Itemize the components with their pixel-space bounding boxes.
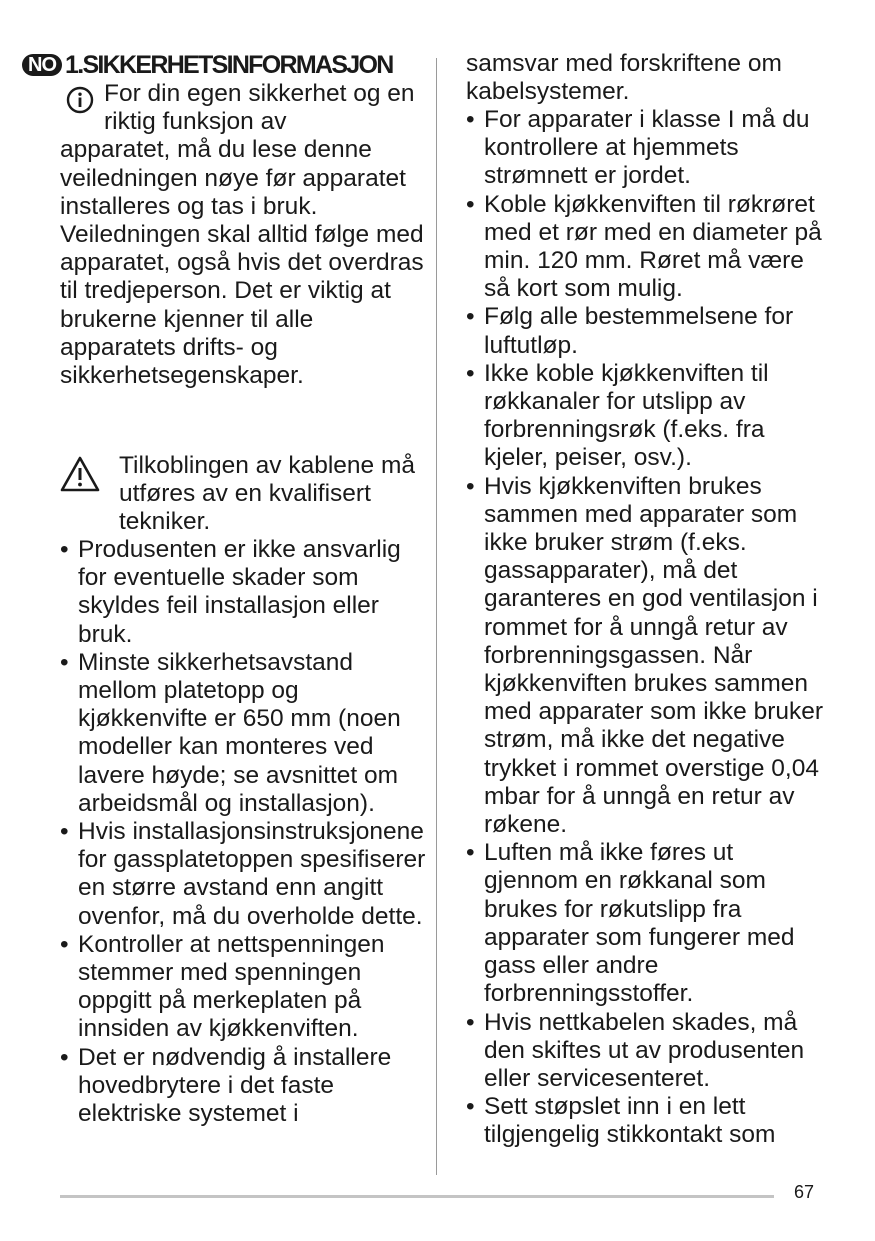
- warning-triangle-icon: [60, 456, 100, 499]
- section-header: [22, 50, 393, 80]
- bullet-dot: •: [466, 1093, 475, 1121]
- bullet-dot: •: [466, 472, 475, 500]
- language-badge: NO: [22, 54, 62, 76]
- list-item-text: Hvis installasjonsinstruksjonene for gassplatetoppen spesifiserer en større avstand enn angitt ovenfor, må du overholde dette.: [78, 818, 426, 930]
- list-item: [466, 839, 826, 1008]
- intro-first-lines: For din egen sikkerhet og en riktig funksjon av: [104, 80, 415, 136]
- list-item: [466, 303, 826, 359]
- list-item-text: Hvis nettkabelen skades, må den skiftes ut av produsenten eller servicesenteret.: [484, 1008, 805, 1092]
- bullet-dot: •: [466, 839, 475, 867]
- footer-rule: [60, 1195, 774, 1198]
- left-bullet-list: [60, 536, 430, 1128]
- list-item-text: Koble kjøkkenviften til røkrøret med et rør med en diameter på min. 120 mm. Røret må være så kort som mulig.: [484, 190, 822, 303]
- bullet-dot: •: [466, 303, 475, 331]
- list-item: [466, 1093, 826, 1149]
- bullet-dot: •: [60, 536, 69, 563]
- list-item-text: For apparater i klasse I må du kontrollere at hjemmets strømnett er jordet.: [484, 106, 810, 190]
- bullet-dot: •: [60, 1043, 69, 1071]
- intro-body: apparatet, må du lese denne veiledningen nøye før apparatet installeres og tas i bruk. Veiledningen skal alltid følge med apparatet, også hvis det overdras til tredjeperson. Det er viktig at brukerne kjenner til alle apparatets drifts- og sikkerhetsegenskaper.: [60, 136, 424, 390]
- info-circle-icon: [66, 86, 94, 121]
- list-item-text: Hvis kjøkkenviften brukes sammen med apparater som ikke bruker strøm (f.eks. gassapparater), må det garanteres en god ventilasjon i rommet for å unngå retur av forbrenningsgassen. Når kjøkkenviften brukes sammen med apparater som ikke bruker strøm, må ikke det negative trykket i rommet overstige 0,04 mbar for å unngå en retur av røkene.: [484, 472, 824, 839]
- warning-text: Tilkoblingen av kablene må utføres av en kvalifisert tekniker.: [119, 452, 415, 536]
- list-item: [466, 106, 826, 191]
- list-item: [466, 473, 826, 840]
- continued-text: samsvar med forskriftene om kabelsystemer.: [466, 50, 782, 106]
- list-item: [466, 191, 826, 304]
- list-item: [60, 931, 430, 1044]
- bullet-dot: •: [466, 359, 475, 387]
- bullet-dot: •: [60, 648, 69, 676]
- list-item-text: Kontroller at nettspenningen stemmer med spenningen oppgitt på merkeplaten på innsiden av kjøkkenviften.: [78, 930, 385, 1043]
- list-item-text: Det er nødvendig å installere hovedbrytere i det faste elektriske systemet i: [78, 1043, 392, 1128]
- list-item-text: Minste sikkerhetsavstand mellom platetopp og kjøkkenvifte er 650 mm (noen modeller kan monteres ved lavere høyde; se avsnittet om arbeidsmål og installasjon).: [78, 648, 401, 817]
- list-item: [466, 360, 826, 473]
- list-item-text: Følg alle bestemmelsene for luftutløp.: [484, 303, 794, 359]
- bullet-dot: •: [466, 106, 475, 133]
- list-item: [60, 818, 430, 931]
- page-number: 67: [794, 1182, 815, 1202]
- list-item: [60, 649, 430, 818]
- list-item-text: Luften må ikke føres ut gjennom en røkkanal som brukes for røkutslipp fra apparater som fungerer med gass eller andre forbrenningsstoffer.: [484, 839, 795, 1008]
- bullet-dot: •: [60, 930, 69, 958]
- list-item-text: Ikke koble kjøkkenviften til røkkanaler for utslipp av forbrenningsrøk (f.eks. fra kjeler, peiser, osv.).: [484, 359, 769, 472]
- list-item: [60, 1044, 430, 1129]
- bullet-dot: •: [466, 1008, 475, 1036]
- list-item: [60, 536, 430, 649]
- column-divider: [436, 58, 437, 1175]
- bullet-dot: •: [466, 190, 475, 218]
- warning-note: [60, 452, 430, 537]
- list-item-text: Sett støpslet inn i en lett tilgjengelig stikkontakt som: [484, 1093, 776, 1149]
- section-title: 1.SIKKERHETSINFORMASJON: [65, 50, 393, 79]
- right-bullet-list: [466, 106, 826, 1150]
- list-item-text: Produsenten er ikke ansvarlig for eventuelle skader som skyldes feil installasjon eller bruk.: [78, 536, 401, 648]
- list-item: [466, 1009, 826, 1094]
- bullet-dot: •: [60, 818, 69, 846]
- intro-paragraph: [60, 80, 430, 390]
